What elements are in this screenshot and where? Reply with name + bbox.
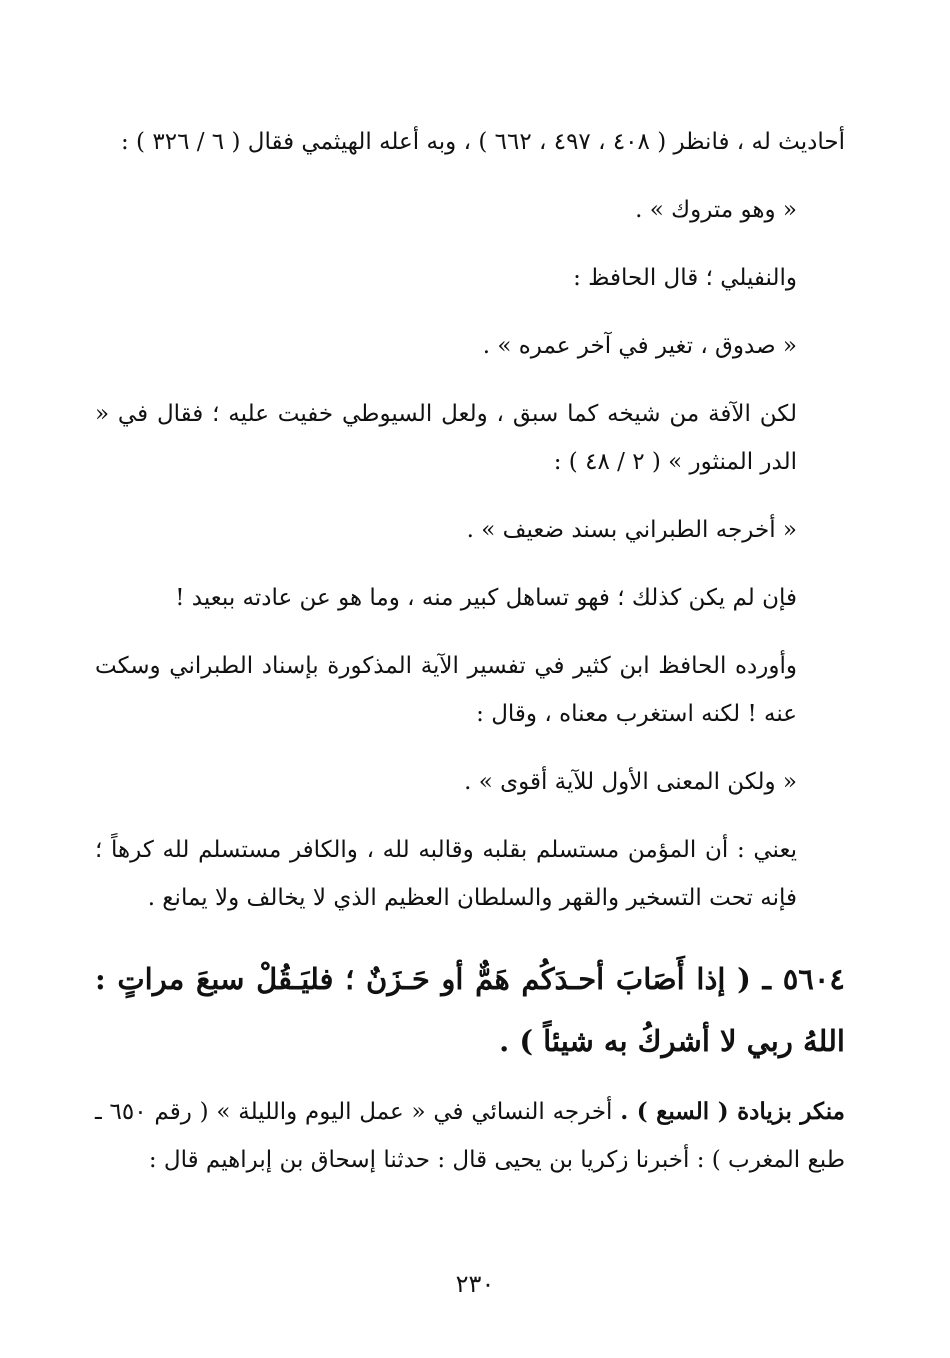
takhrij-paragraph [95,1088,845,1184]
paragraph-5: وأورده الحافظ ابن كثير في تفسير الآية المذكورة بإسناد الطبراني وسكت عنه ! لكنه استغرب معناه ، وقال : [95,653,797,727]
page-number: ٢٣٠ [455,1270,495,1298]
quote-3: « أخرجه الطبراني بسند ضعيف » . [466,517,797,543]
paragraph-3: لكن الآفة من شيخه كما سبق ، ولعل السيوطي خفيت عليه ؛ فقال في « الدر المنثور » ( ٢ / ٤٨ ) : [95,401,797,475]
paragraph-1: أحاديث له ، فانظر ( ٤٠٨ ، ٤٩٧ ، ٦٦٢ ) ، وبه أعله الهيثمي فقال ( ٦ / ٣٢٦ ) : [121,129,845,155]
paragraph-6: يعني : أن المؤمن مستسلم بقلبه وقالبه لله ، والكافر مستسلم لله كرهاً ؛ فإنه تحت التسخير والقهر والسلطان العظيم الذي لا يخالف ولا يمانع . [95,837,797,911]
grading-label: منكر بزيادة ( السبع ) . [620,1098,845,1125]
hadith-number: ٥٦٠٤ ـ [762,962,845,996]
quote-1: « وهو متروك » . [635,197,797,223]
hadith-text: ( إذا أَصَابَ أحـدَكُم هَمٌّ أو حَـزَنٌ ؛ فليَـقُلْ سبعَ مراتٍ : اللهُ ربي لا أشركُ به شيئاً ) . [95,962,845,1058]
hadith-entry [95,948,845,1072]
page-body [95,118,845,1184]
takhrij-text: أخرجه النسائي في « عمل اليوم والليلة » ( رقم ٦٥٠ ـ طبع المغرب ) : أخبرنا زكريا بن يحيى قال : حدثنا إسحاق بن إبراهيم قال : [95,1099,845,1173]
paragraph-4: فإن لم يكن كذلك ؛ فهو تساهل كبير منه ، وما هو عن عادته ببعيد ! [175,585,797,611]
quote-4: « ولكن المعنى الأول للآية أقوى » . [464,769,797,795]
quote-2: « صدوق ، تغير في آخر عمره » . [482,333,797,359]
paragraph-2: والنفيلي ؛ قال الحافظ : [573,265,797,291]
